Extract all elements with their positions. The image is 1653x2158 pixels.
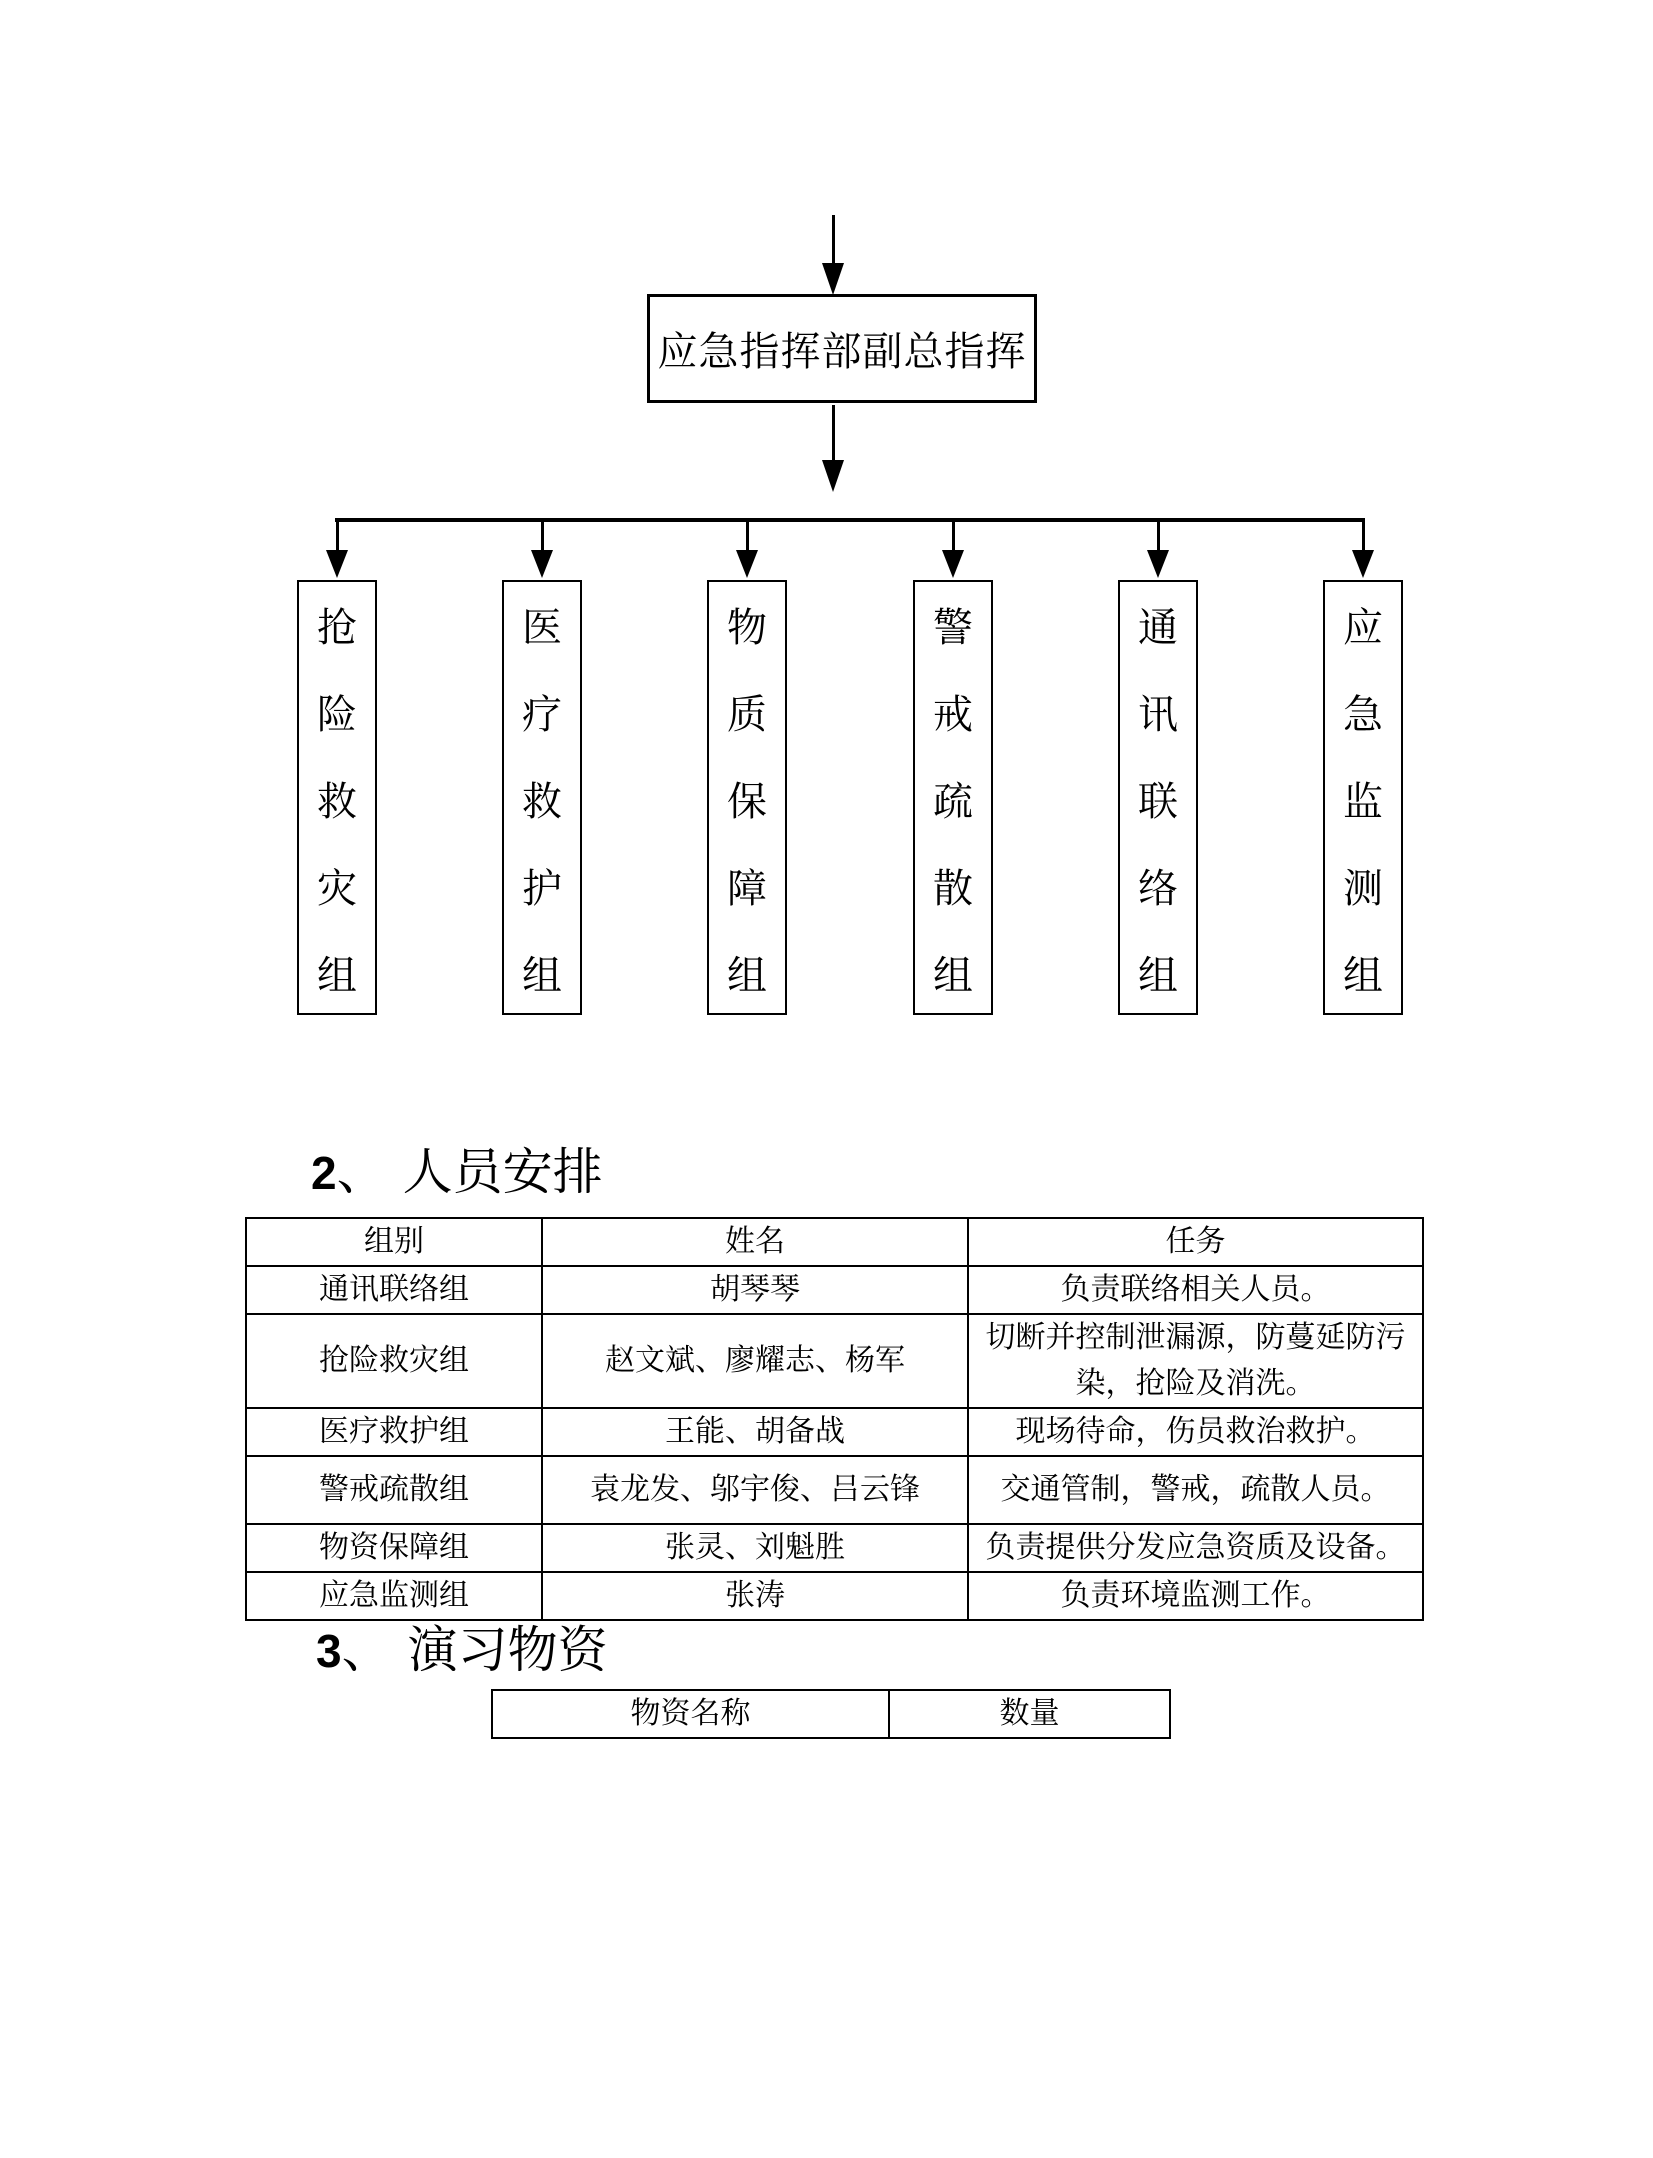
table-row <box>246 1572 1423 1620</box>
org-group-label-char: 护 <box>522 865 562 911</box>
org-group-label-char: 救 <box>522 778 562 824</box>
names-cell: 张涛 <box>542 1572 968 1620</box>
org-group-label-char: 险 <box>317 691 357 737</box>
names-cell: 张灵、刘魁胜 <box>542 1524 968 1572</box>
org-group-label-char: 应 <box>1343 604 1383 650</box>
org-group-label-char: 灾 <box>317 865 357 911</box>
arrow-down-icon <box>326 522 348 578</box>
org-group-label-char: 组 <box>1138 952 1178 998</box>
task-cell: 负责环境监测工作。 <box>968 1572 1423 1620</box>
org-group-label-char: 障 <box>727 865 767 911</box>
arrow-head <box>531 550 553 578</box>
arrow-down-icon <box>942 522 964 578</box>
arrow-down-icon <box>822 405 844 492</box>
table-row <box>246 1408 1423 1456</box>
org-root-box <box>647 294 1037 403</box>
org-group-box <box>1118 580 1198 1015</box>
arrow-shaft <box>832 215 835 263</box>
task-cell: 现场待命，伤员救治救护。 <box>968 1408 1423 1456</box>
section-personnel-heading <box>311 1142 603 1203</box>
section-title: 人员安排 <box>402 1144 603 1200</box>
table-row <box>246 1266 1423 1314</box>
section-number: 2 <box>311 1147 337 1199</box>
org-group-label-char: 监 <box>1343 778 1383 824</box>
arrow-shaft <box>1362 522 1365 550</box>
column-header: 任务 <box>968 1218 1423 1266</box>
group-cell: 应急监测组 <box>246 1572 542 1620</box>
section-separator: 、 <box>341 1622 392 1678</box>
org-group-label-char: 救 <box>317 778 357 824</box>
org-group-label-char: 抢 <box>317 604 357 650</box>
names-cell: 王能、胡备战 <box>542 1408 968 1456</box>
table-header-row <box>492 1690 1170 1738</box>
arrow-head <box>326 550 348 578</box>
task-cell: 负责联络相关人员。 <box>968 1266 1423 1314</box>
org-group-label-char: 组 <box>522 952 562 998</box>
group-cell: 物资保障组 <box>246 1524 542 1572</box>
org-group-label-char: 讯 <box>1138 691 1178 737</box>
arrow-head <box>822 263 844 295</box>
arrow-shaft <box>832 405 835 460</box>
org-group-box <box>1323 580 1403 1015</box>
arrow-head <box>1147 550 1169 578</box>
task-cell: 负责提供分发应急资质及设备。 <box>968 1524 1423 1572</box>
org-root-label: 应急指挥部副总指挥 <box>657 329 1027 374</box>
arrow-shaft <box>336 522 339 550</box>
org-group-label-char: 警 <box>933 604 973 650</box>
table-header-row <box>246 1218 1423 1266</box>
personnel-table <box>245 1217 1424 1621</box>
org-group-label-char: 测 <box>1343 865 1383 911</box>
section-number: 3 <box>316 1625 342 1677</box>
org-group-box <box>707 580 787 1015</box>
arrow-down-icon <box>736 522 758 578</box>
org-group-box <box>297 580 377 1015</box>
table-row <box>246 1456 1423 1524</box>
group-cell: 通讯联络组 <box>246 1266 542 1314</box>
table-row <box>246 1524 1423 1572</box>
org-group-label-char: 络 <box>1138 865 1178 911</box>
org-group-label-char: 医 <box>522 604 562 650</box>
section-materials-heading <box>316 1620 608 1681</box>
column-header: 姓名 <box>542 1218 968 1266</box>
arrow-down-icon <box>1147 522 1169 578</box>
org-group-label-char: 戒 <box>933 691 973 737</box>
task-cell: 切断并控制泄漏源，防蔓延防污染，抢险及消洗。 <box>968 1314 1423 1408</box>
arrow-head <box>1352 550 1374 578</box>
names-cell: 赵文斌、廖耀志、杨军 <box>542 1314 968 1408</box>
org-group-label-char: 物 <box>727 604 767 650</box>
org-group-label-char: 疏 <box>933 778 973 824</box>
arrow-down-icon <box>531 522 553 578</box>
column-header: 数量 <box>889 1690 1170 1738</box>
arrow-shaft <box>952 522 955 550</box>
arrow-head <box>736 550 758 578</box>
arrow-shaft <box>541 522 544 550</box>
materials-table <box>491 1689 1171 1739</box>
org-group-box <box>913 580 993 1015</box>
connector-line <box>335 518 1365 522</box>
arrow-head <box>822 460 844 492</box>
org-group-label-char: 急 <box>1343 691 1383 737</box>
group-cell: 医疗救护组 <box>246 1408 542 1456</box>
org-group-label-char: 保 <box>727 778 767 824</box>
names-cell: 胡琴琴 <box>542 1266 968 1314</box>
section-title: 演习物资 <box>407 1622 608 1678</box>
arrow-shaft <box>746 522 749 550</box>
org-group-label-char: 组 <box>1343 952 1383 998</box>
org-group-label-char: 联 <box>1138 778 1178 824</box>
group-cell: 警戒疏散组 <box>246 1456 542 1524</box>
arrow-down-icon <box>822 215 844 295</box>
names-cell: 袁龙发、邬宇俊、吕云锋 <box>542 1456 968 1524</box>
org-group-label-char: 组 <box>727 952 767 998</box>
arrow-head <box>942 550 964 578</box>
org-group-label-char: 质 <box>727 691 767 737</box>
task-cell: 交通管制，警戒，疏散人员。 <box>968 1456 1423 1524</box>
org-group-label-char: 散 <box>933 865 973 911</box>
group-cell: 抢险救灾组 <box>246 1314 542 1408</box>
org-group-box <box>502 580 582 1015</box>
org-group-label-char: 疗 <box>522 691 562 737</box>
column-header: 组别 <box>246 1218 542 1266</box>
org-group-label-char: 组 <box>933 952 973 998</box>
arrow-shaft <box>1157 522 1160 550</box>
arrow-down-icon <box>1352 522 1374 578</box>
section-separator: 、 <box>336 1144 387 1200</box>
table-row <box>246 1314 1423 1408</box>
column-header: 物资名称 <box>492 1690 889 1738</box>
org-group-label-char: 组 <box>317 952 357 998</box>
org-group-label-char: 通 <box>1138 604 1178 650</box>
